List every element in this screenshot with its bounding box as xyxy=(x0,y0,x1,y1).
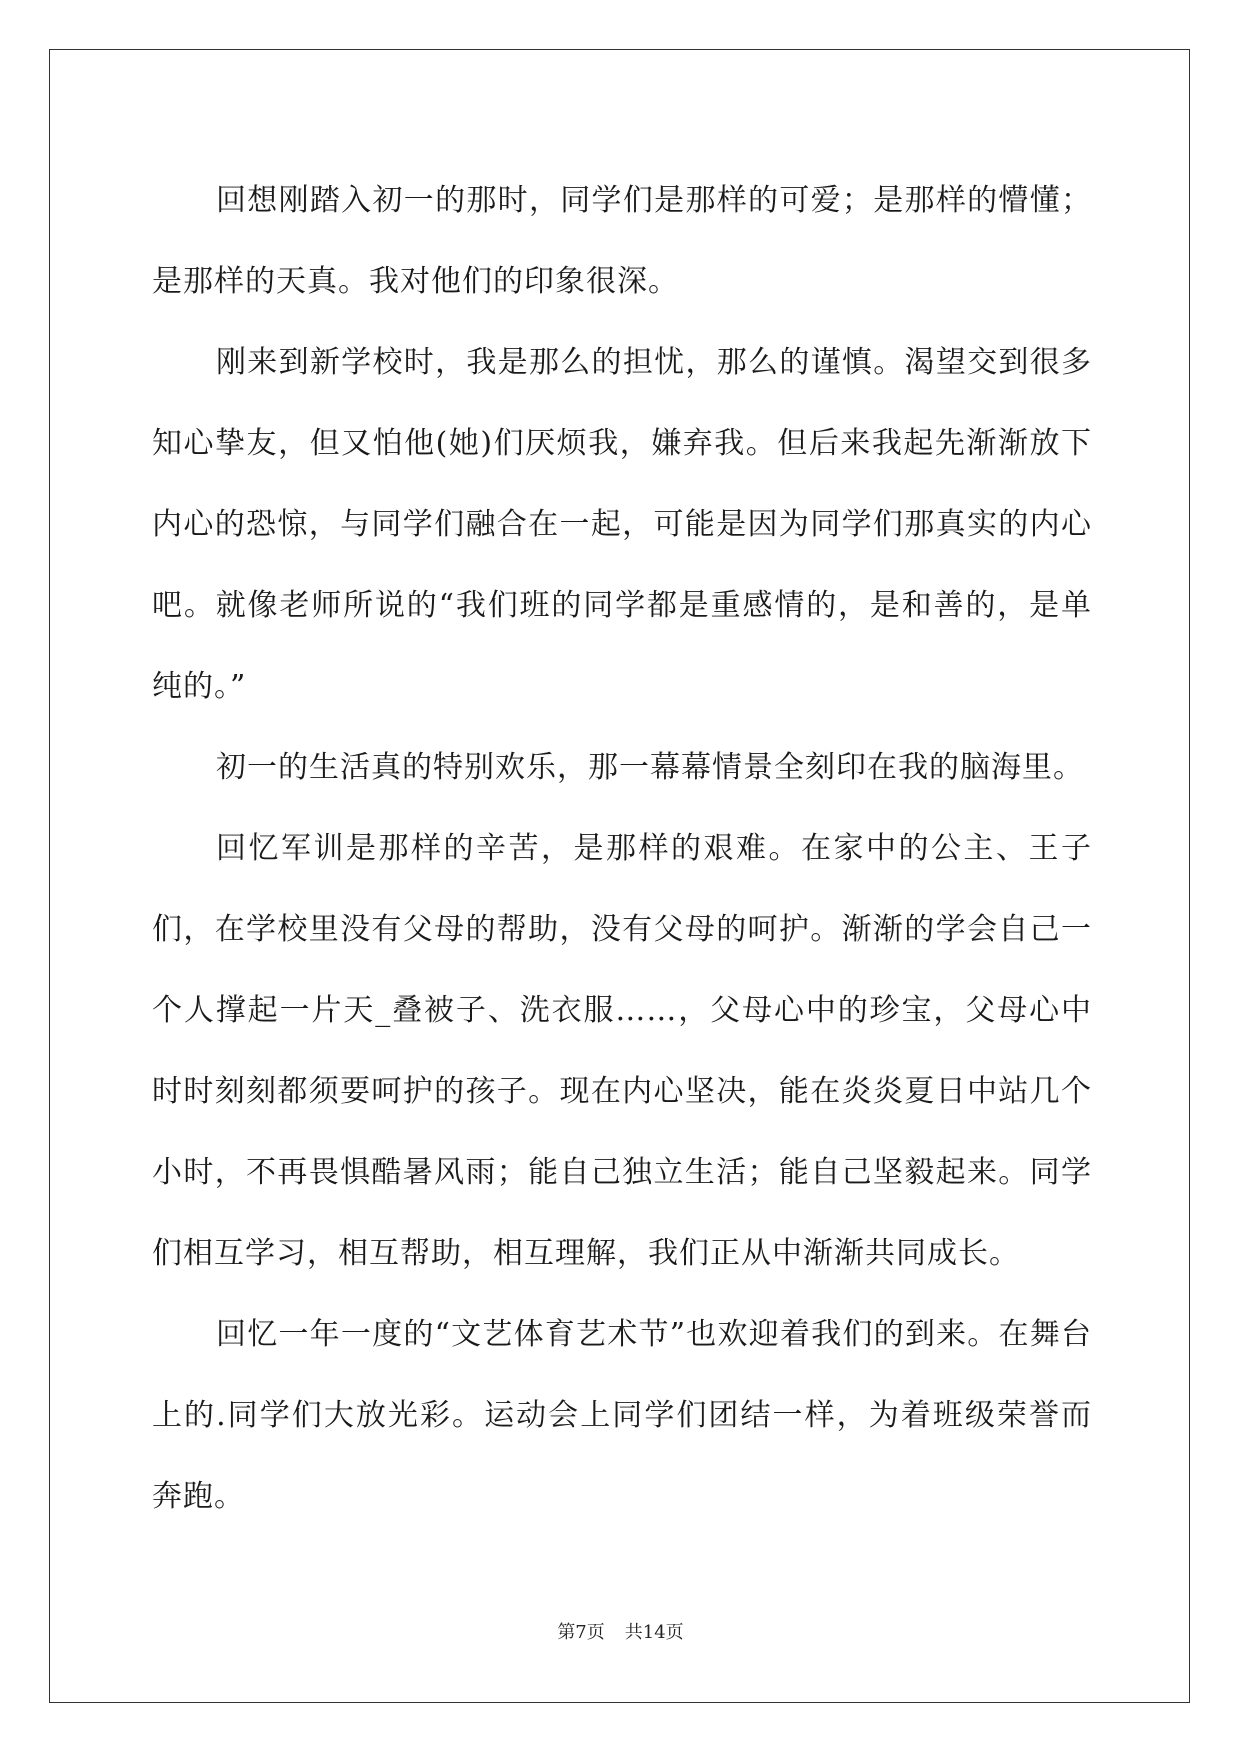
paragraph: 初一的生活真的特别欢乐，那一幕幕情景全刻印在我的脑海里。 xyxy=(216,750,1084,785)
current-page-number: 第7页 xyxy=(557,1622,605,1643)
paragraph: 回想刚踏入初一的那时，同学们是那样的可爱；是那样的懵懂；是那样的天真。我对他们的印象很深。 xyxy=(152,183,1092,299)
total-page-count: 共14页 xyxy=(624,1622,684,1643)
page-footer xyxy=(0,1618,1241,1644)
paragraph: 回忆一年一度的“文艺体育艺术节”也欢迎着我们的到来。在舞台上的.同学们大放光彩。运动会上同学们团结一样，为着班级荣誉而奔跑。 xyxy=(152,1317,1092,1514)
document-body xyxy=(152,160,1092,1537)
paragraph: 回忆军训是那样的辛苦，是那样的艰难。在家中的公主、王子们，在学校里没有父母的帮助，没有父母的呵护。渐渐的学会自己一个人撑起一片天_叠被子、洗衣服……，父母心中的珍宝，父母心中时时刻刻都须要呵护的孩子。现在内心坚决，能在炎炎夏日中站几个小时，不再畏惧酷暑风雨；能自己独立生活；能自己坚毅起来。同学们相互学习，相互帮助，相互理解，我们正从中渐渐共同成长。 xyxy=(152,831,1092,1271)
paragraph: 刚来到新学校时，我是那么的担忧，那么的谨慎。渴望交到很多知心挚友，但又怕他(她)们厌烦我，嫌弃我。但后来我起先渐渐放下内心的恐惊，与同学们融合在一起，可能是因为同学们那真实的内心吧。就像老师所说的“我们班的同学都是重感情的，是和善的，是单纯的。” xyxy=(152,345,1092,704)
